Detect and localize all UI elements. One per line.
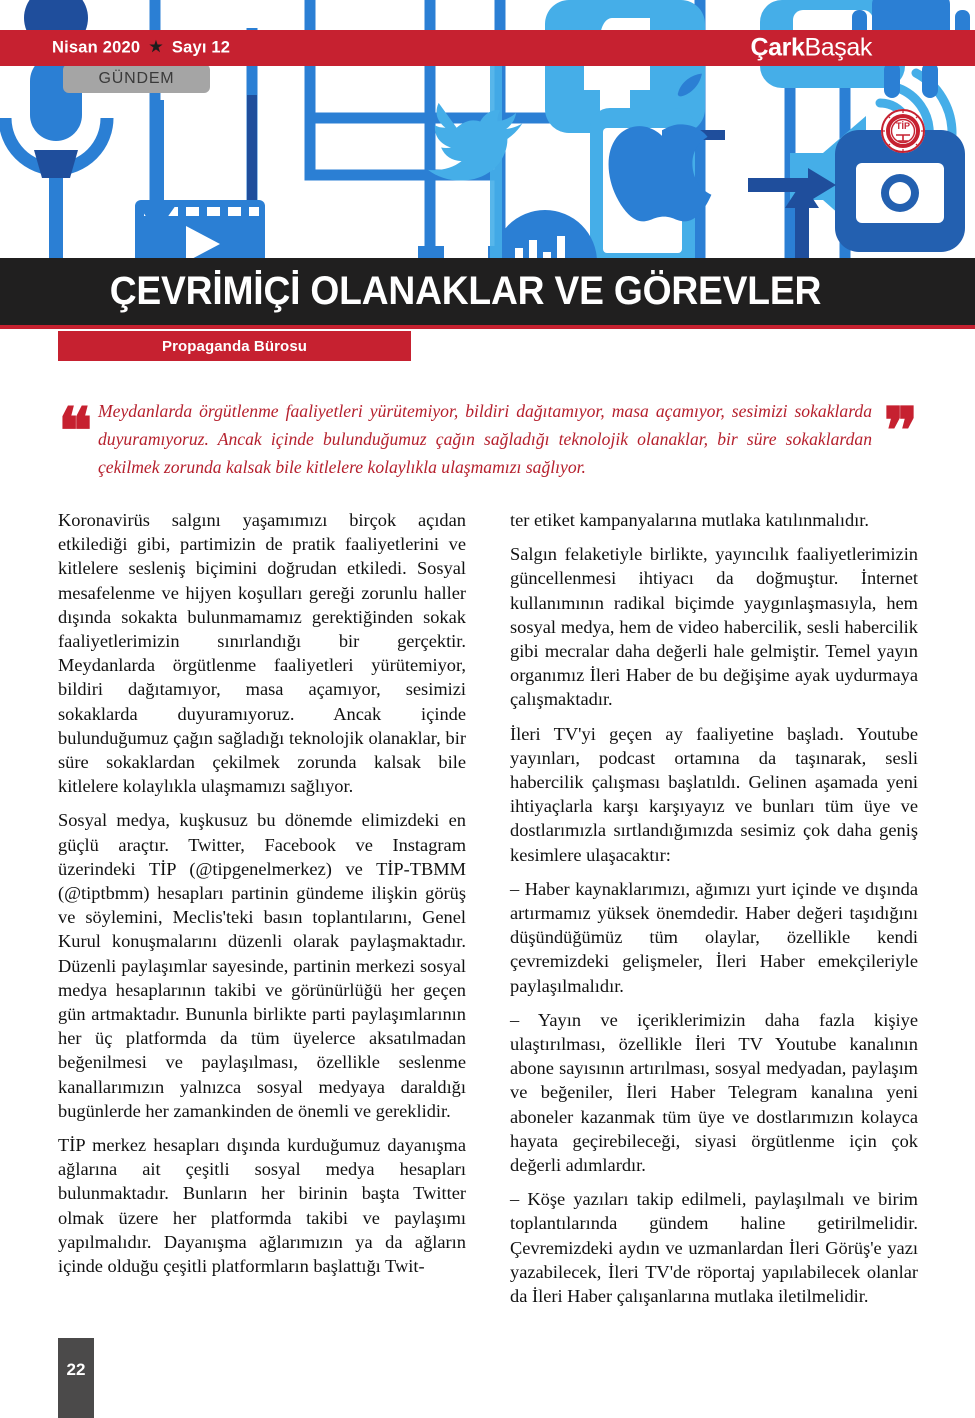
brand-logo-text (751, 34, 872, 63)
pull-quote-text: Meydanlarda örgütlenme faaliyetleri yürütemiyor, bildiri dağıtamıyor, masa açamıyor, sesimizi sokaklarda duyuramıyoruz. Ancak içinde bulunduğumuz çağın sağladığı teknolojik olanaklar, bir süre sokaklardan çekilmek zorunda kalsak bile kitlelere kolaylıkla ulaşmamızı sağlıyor. (98, 401, 872, 477)
page-title: ÇEVRİMİÇİ OLANAKLAR VE GÖREVLER (109, 269, 822, 313)
paragraph: ter etiket kampanyalarına mutlaka katılınmalıdır. (510, 510, 870, 530)
quote-close-icon: ❞ (883, 396, 918, 467)
issue-number: Sayı 12 (171, 38, 231, 57)
body-column-left (58, 508, 466, 1308)
article-title-bar (0, 258, 975, 325)
quote-open-icon: ❝ (58, 396, 93, 467)
byline-banner (58, 331, 411, 361)
title-underline-rule (0, 325, 975, 329)
paragraph: Salgın felaketiyle birlikte, yayıncılık faaliyetlerimizin güncellenmesi ihtiyacı da doğmuştur. İnternet kullanımının radikal biçimde yaygınlaşmasıyla, hem sosyal medya, hem de video habercilik, sesli habercilik gibi mecralar daha değerli hale gelmiştir. Temel yayın organımız İleri Haber de bu değişime ayak uydurmaya çalışmaktadır. (510, 544, 918, 710)
masthead-bar (0, 30, 975, 66)
section-tag-gundem (63, 64, 210, 93)
paragraph: – Köşe yazıları takip edilmeli, paylaşılmalı ve birim toplantılarında gündem haline getirilmelidir. Çevremizdeki aydın ve uzmanlardan İleri Görüş'e yazı yazabilecek, İleri TV'de röportaj yapılabilecek olanlar da İleri Haber çalışanlarına mutlaka iletilmelidir. (510, 1189, 918, 1307)
brand-name-part2: Başak (804, 33, 872, 62)
tip-emblem-icon (880, 108, 926, 154)
issue-date: Nisan 2020 (52, 38, 141, 57)
byline-label: Propaganda Bürosu (161, 337, 308, 355)
article-body (58, 508, 918, 1308)
star-icon: ★ (149, 38, 163, 56)
paragraph: – Haber kaynaklarımızı, ağımızı yurt içinde ve dışında artırmamız yüksek önemdedir. Haber değeri taşıdığını düşündüğümüz tüm olaylar, özellikle kendi çevremizdeki gelişmeler, İleri Haber emekçileriyle paylaşılmalıdır. (510, 878, 918, 996)
svg-text:TİP: TİP (895, 121, 911, 131)
masthead-issue-info (52, 39, 230, 58)
hero-header (0, 0, 975, 262)
section-tag-label: GÜNDEM (98, 69, 175, 87)
body-column-right (510, 508, 918, 1308)
paragraph: TİP merkez hesapları dışında kurduğumuz dayanışma ağlarına ait çeşitli sosyal medya hesapları bulunmaktadır. Bunların her birinin başta Twitter olmak üzere her platformda takibi ve paylaşımı yapılmalıdır. Dayanışma ağlarımızın ya da ağların içinde olduğu çeşitli platformların başlattığı Twit- (58, 1135, 466, 1277)
paragraph: – Yayın ve içeriklerimizin daha fazla kişiye ulaştırılması, özellikle İleri TV Youtube kanalının abone sayısının artırılması, sosyal medyadan, paylaşım ve beğeniler, İleri Haber Telegram kanalına yeni aboneler kazanmak tüm üye ve dostlarımızın kolayca hayata geçirebileceği, siyasi örgütlenme için çok değerli adımlardır. (510, 1009, 918, 1176)
brand-name-part1: Çark (750, 33, 805, 62)
page-number-tab (58, 1338, 94, 1418)
paragraph: İleri TV'yi geçen ay faaliyetine başladı. Youtube yayınları, podcast ortamına da taşınarak, sesli habercilik çalışması başlatıldı. Gelinen aşamada yeni ihtiyaçlarla karşı karşıyayız ve bunları tüm üye ve dostlarımızla sırtlandığımızda sesimiz çok daha geniş kesimlere ulaşacaktır: (510, 723, 918, 865)
paragraph: Sosyal medya, kuşkusuz bu dönemde elimizdeki en güçlü araçtır. Twitter, Facebook ve Instagram üzerindeki TİP (@tipgenelmerkez) ve TİP-TBMM (@tiptbmm) hesapları partinin gündeme ilişkin görüş ve söylemini, Meclis'teki basın toplantılarını, Genel Kurul konuşmalarını düzenli olarak paylaşmaktadır. Düzenli paylaşımlar sayesinde, partinin merkezi sosyal medya hesaplarının takibi ve görünürlüğü her geçen gün artmaktadır. Bununla birlikte parti paylaşımlarının her üç platformda da tüm üyelerce aksatılmadan beğenilmesi ve paylaşılması, özellikle seslenme kanallarımızın yalnızca sosyal medyaya daraldığı bugünlerde her zamankinden de önemli ve gereklidir. (58, 810, 466, 1121)
paragraph: Koronavirüs salgını yaşamımızı birçok açıdan etkilediği gibi, partimizin de pratik faaliyetlerini ve kitlelere sesleniş biçimini doğrudan etkiledi. Sosyal mesafelenme ve hijyen koşulları gereği zorunlu haller dışında sokakta bulunmamamız gerektiğinden sokak faaliyetlerimizin sınırlandığı bir gerçektir. Meydanlarda örgütlenme faaliyetleri yürütemiyor, bildiri dağıtamıyor, masa açamıyor, sesimizi sokaklarda duyuramıyoruz. Ancak içinde bulunduğumuz çağın sağladığı teknolojik olanaklar, bir süre sokaklardan çekilmek zorunda kalsak bile kitlelere kolaylıkla ulaşmamızı sağlıyor. (58, 510, 466, 797)
page-number: 22 (66, 1360, 86, 1379)
pull-quote (58, 398, 918, 481)
